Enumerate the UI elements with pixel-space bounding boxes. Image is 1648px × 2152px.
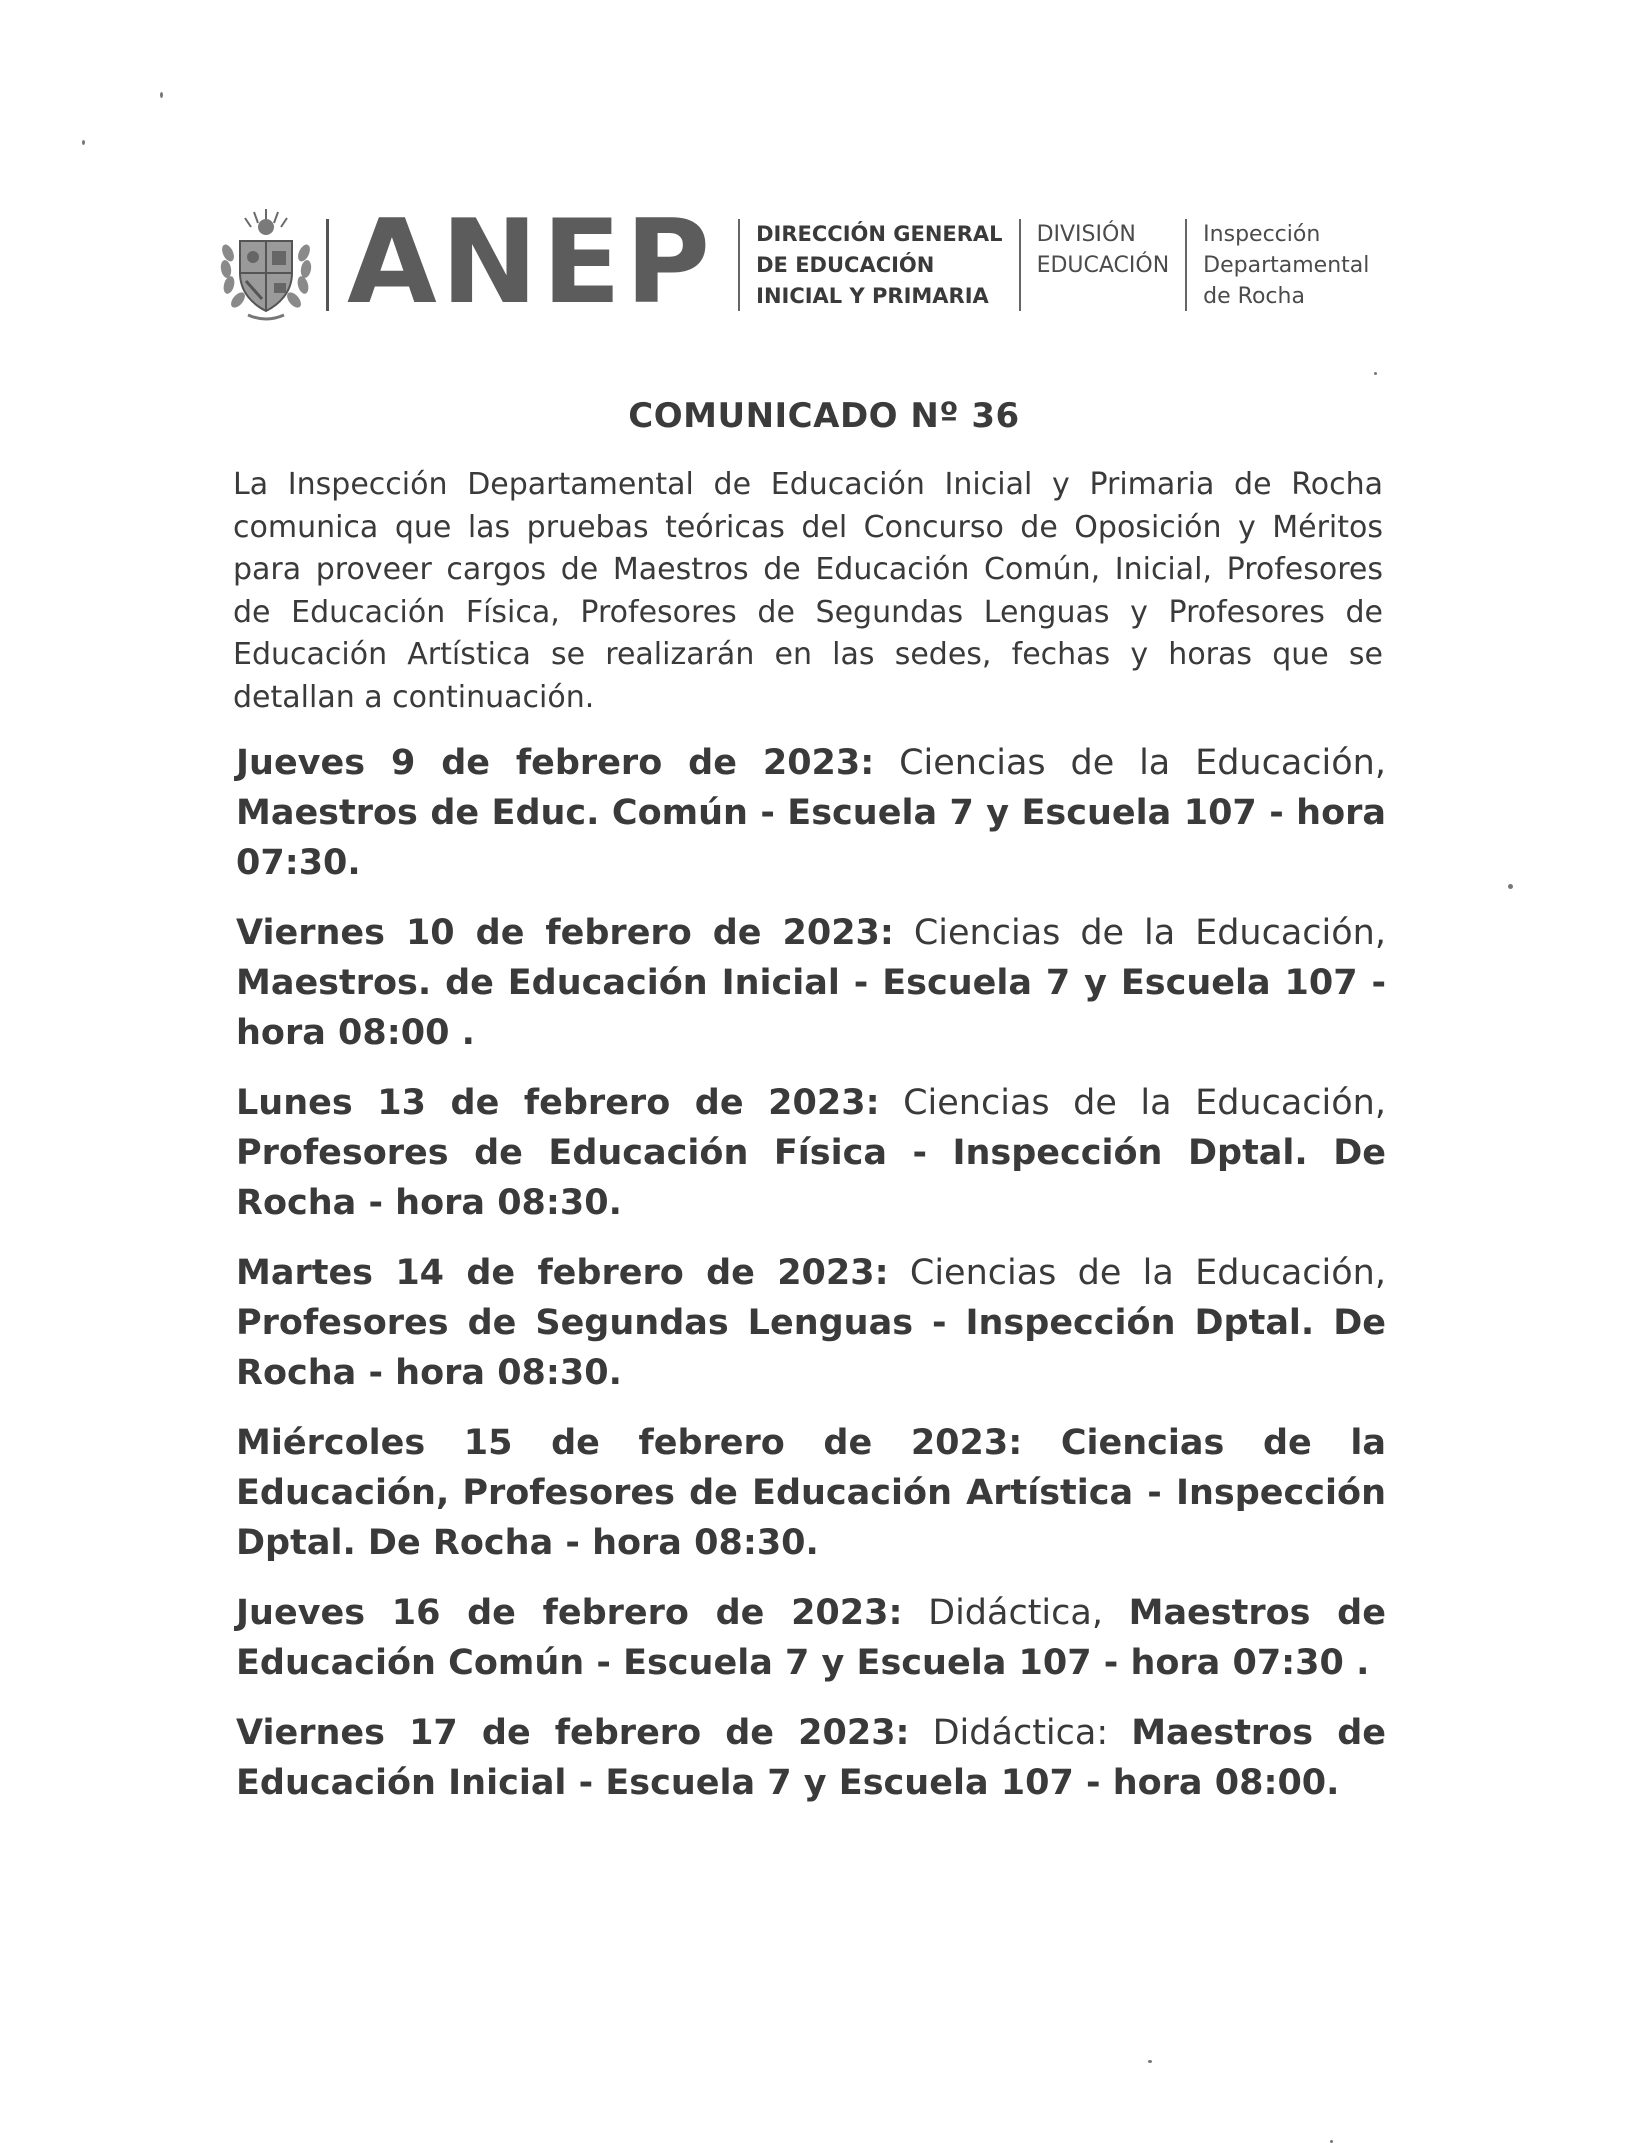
header-block-inspeccion — [1203, 219, 1369, 312]
entry-date: Viernes 10 de febrero de 2023: — [236, 913, 894, 953]
entry-details: Maestros. de Educación Inicial - Escuela 7 y Escuela 107 - hora 08:00 . — [236, 963, 1386, 1053]
scan-speck — [1374, 372, 1377, 375]
entry-details: Profesores de Educación Artística - Inspección Dptal. De Rocha - hora 08:30. — [236, 1473, 1386, 1563]
entry-details: Profesores de Segundas Lenguas - Inspección Dptal. De Rocha - hora 08:30. — [236, 1303, 1386, 1393]
schedule-entry — [236, 908, 1386, 1058]
header-line: DIVISIÓN — [1036, 222, 1136, 247]
entry-date: Jueves 9 de febrero de 2023: — [236, 743, 875, 783]
schedule-entry — [236, 738, 1386, 888]
coat-of-arms-seal-icon — [218, 207, 314, 323]
header-block-division — [1037, 219, 1170, 281]
header-line: INICIAL Y PRIMARIA — [756, 283, 989, 308]
entry-details: Maestros de Educación Inicial - Escuela 7 y Escuela 107 - hora 08:00. — [236, 1713, 1386, 1803]
header-line: EDUCACIÓN — [1036, 253, 1170, 278]
header-line: de Rocha — [1203, 283, 1305, 309]
scan-speck — [1330, 2140, 1333, 2143]
header-divider — [738, 219, 740, 311]
entry-date: Martes 14 de febrero de 2023: — [236, 1253, 889, 1293]
entry-subject: Didáctica, — [928, 1593, 1103, 1633]
entry-subject: Ciencias de la Educación, — [903, 1083, 1386, 1123]
entry-subject: Ciencias de la Educación, — [913, 913, 1386, 953]
entry-date: Miércoles 15 de febrero de 2023: Ciencias de la Educación, — [236, 1423, 1386, 1513]
schedule-entry — [236, 1078, 1386, 1228]
header-divider — [1185, 219, 1187, 311]
scan-speck — [1148, 2060, 1152, 2063]
entry-subject: Ciencias de la Educación, — [899, 743, 1386, 783]
entry-date: Jueves 16 de febrero de 2023: — [236, 1593, 903, 1633]
intro-paragraph: La Inspección Departamental de Educación Inicial y Primaria de Rocha comunica que las pruebas teóricas del Concurso de Oposición y Méritos para proveer cargos de Maestros de Educación Común, Inicial, Profesores de Educación Física, Profesores de Segundas Lenguas y Profesores de Educación Artística se realizarán en las sedes, fechas y horas que se detallan a continuación. — [233, 467, 1383, 715]
exam-schedule-list — [236, 738, 1386, 1828]
entry-details: Profesores de Educación Física - Inspección Dptal. De Rocha - hora 08:30. — [236, 1133, 1386, 1223]
scan-speck — [160, 92, 163, 98]
entry-details: Maestros de Educ. Común - Escuela 7 y Escuela 107 - hora 07:30. — [236, 793, 1386, 883]
scan-speck — [1508, 884, 1513, 889]
schedule-entry — [236, 1708, 1386, 1808]
entry-date: Lunes 13 de febrero de 2023: — [236, 1083, 880, 1123]
entry-details: Maestros de Educación Común - Escuela 7 y Escuela 107 - hora 07:30 . — [236, 1593, 1386, 1683]
letterhead — [218, 195, 1370, 330]
brand-logo-text: ANEP — [347, 195, 715, 330]
header-divider — [326, 219, 329, 311]
entry-date: Viernes 17 de febrero de 2023: — [236, 1713, 910, 1753]
header-line: Inspección — [1203, 221, 1321, 247]
document-title: COMUNICADO Nº 36 — [628, 396, 1020, 436]
header-line: Departamental — [1203, 252, 1370, 278]
scan-speck — [82, 140, 85, 145]
header-divider — [1019, 219, 1021, 311]
header-line: DIRECCIÓN GENERAL — [756, 221, 1003, 246]
schedule-entry — [236, 1588, 1386, 1688]
header-block-direccion — [756, 219, 1002, 312]
entry-subject: Ciencias de la Educación, — [909, 1253, 1386, 1293]
entry-subject: Didáctica: — [932, 1713, 1109, 1753]
schedule-entry — [236, 1418, 1386, 1568]
header-line: DE EDUCACIÓN — [756, 252, 935, 277]
schedule-entry — [236, 1248, 1386, 1398]
